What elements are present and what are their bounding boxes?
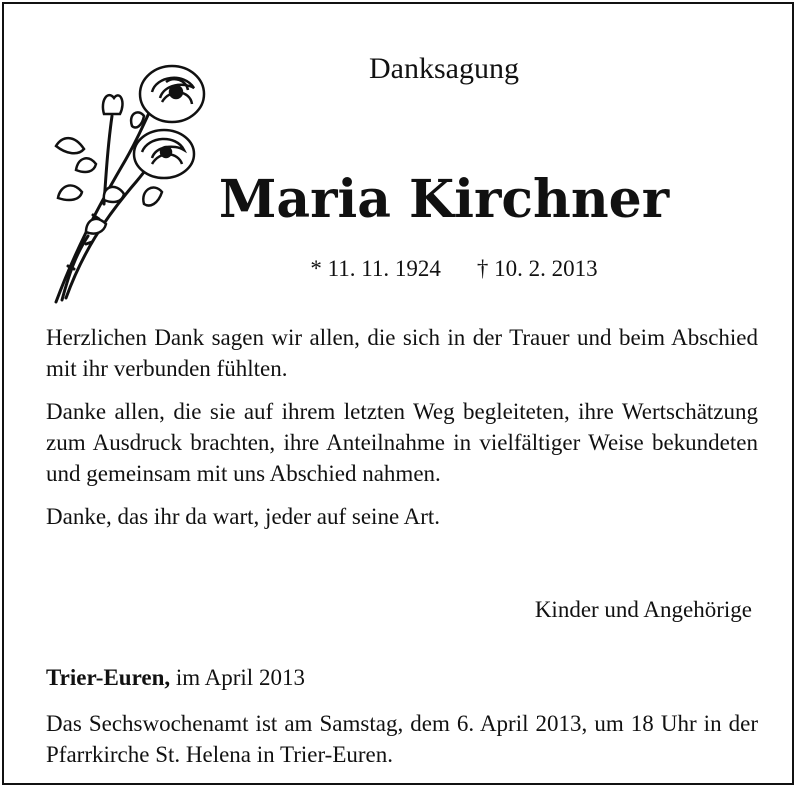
heading: Danksagung [369,52,519,85]
thanks-text [46,322,758,532]
rose-illustration [44,54,224,309]
place-name: Trier-Euren, [46,665,171,690]
birth-date: * 11. 11. 1924 [310,256,441,281]
place-line [46,665,305,691]
signature: Kinder und Angehörige [534,597,752,622]
death-date: † 10. 2. 2013 [476,256,598,281]
paragraph: Danke allen, die sie auf ihrem letzten Weg begleiteten, ihre Wertschätzung zum Ausdruck brachten, ihre Anteilnahme in vielfältiger Weise bekundeten und gemeinsam mit uns Abschied nahmen. [46,399,758,486]
place-date: im April 2013 [175,665,305,690]
obituary-card [2,2,794,785]
paragraph: Herzlichen Dank sagen wir allen, die sich in der Trauer und beim Abschied mit ihr verbunden fühlten. [46,325,758,381]
service-notice: Das Sechswochenamt ist am Samstag, dem 6. April 2013, um 18 Uhr in der Pfarrkirche St. Helena in Trier-Euren. [46,711,758,767]
deceased-name: Maria Kirchner [218,169,670,230]
paragraph: Danke, das ihr da wart, jeder auf seine Art. [46,504,441,529]
life-dates [254,256,654,282]
